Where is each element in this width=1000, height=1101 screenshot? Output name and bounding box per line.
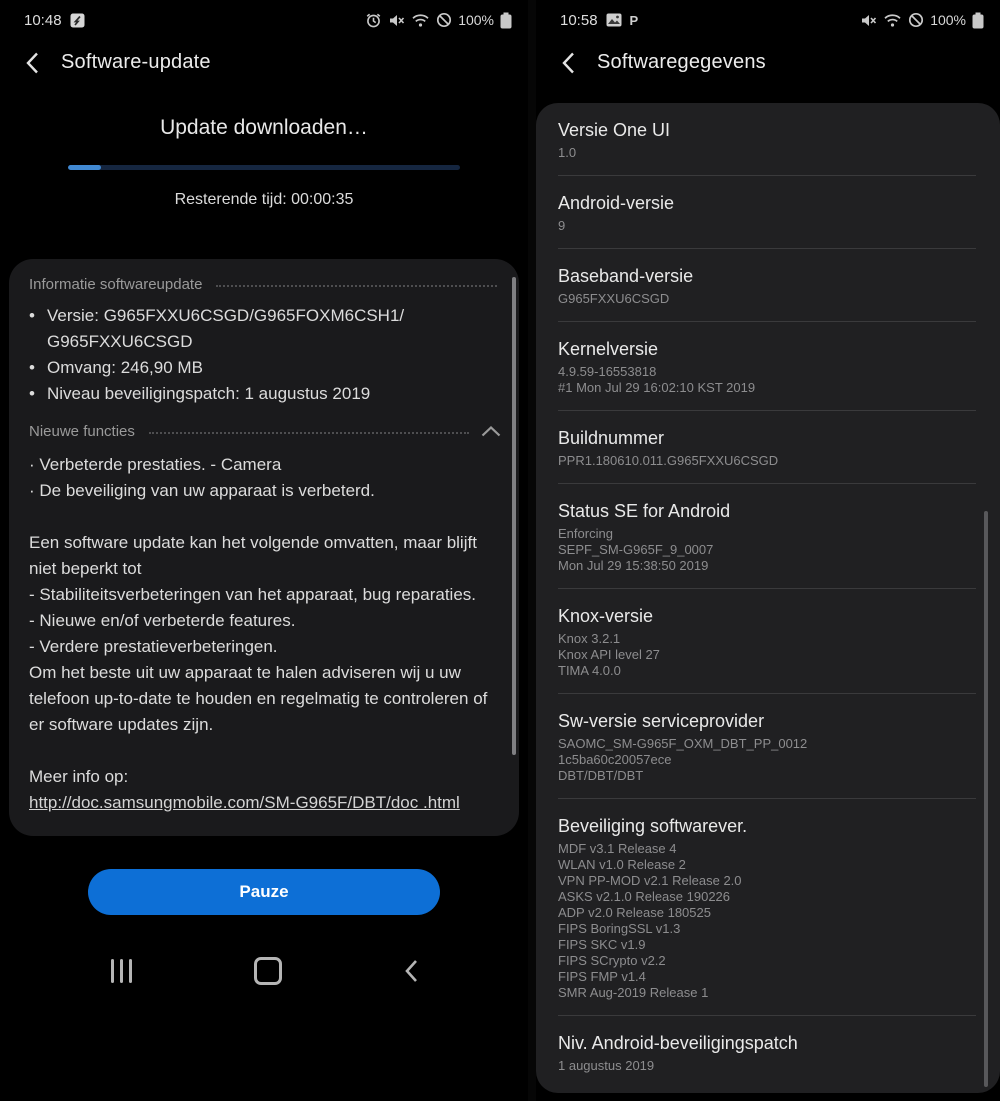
bullet-text: Omvang: 246,90 MB [47, 358, 203, 377]
info-bullet-list [29, 303, 501, 407]
item-title: Android-versie [558, 193, 675, 213]
bullet-dot: • [29, 384, 35, 403]
remaining-time: Resterende tijd: 00:00:35 [174, 191, 354, 208]
mute-icon [860, 12, 877, 29]
item-values [558, 841, 976, 1001]
battery-icon [500, 12, 512, 29]
features-section-title: Nieuwe functies [29, 423, 135, 440]
battery-percent-right: 100% [930, 12, 966, 28]
item-value: 4.9.59-16553818 [558, 364, 657, 379]
mute-icon [388, 12, 405, 29]
pause-button[interactable]: Pauze [88, 869, 440, 915]
app-header-left [0, 33, 528, 74]
info-section-title: Informatie softwareupdate [29, 276, 203, 293]
dnd-icon [908, 12, 924, 28]
item-values [558, 291, 976, 307]
progress-bar [68, 165, 460, 170]
home-icon[interactable] [254, 957, 282, 985]
item-values [558, 145, 976, 161]
features-list [29, 452, 501, 504]
bullet-dot: • [29, 306, 35, 325]
item-value: FIPS SKC v1.9 [558, 937, 646, 952]
bullet-dot: • [29, 358, 35, 377]
item-value: 9 [558, 218, 566, 233]
item-value: WLAN v1.0 Release 2 [558, 857, 686, 872]
download-status-title: Update downloaden… [160, 116, 368, 139]
item-value: DBT/DBT/DBT [558, 768, 644, 783]
item-values [558, 631, 976, 679]
item-value: SAOMC_SM-G965F_OXM_DBT_PP_0012 [558, 736, 808, 751]
item-value: 1.0 [558, 145, 577, 160]
status-bar-left [0, 0, 528, 33]
status-bar-right [536, 0, 1000, 33]
list-item[interactable] [536, 589, 1000, 694]
item-title: Baseband-versie [558, 266, 694, 286]
list-item[interactable] [536, 176, 1000, 249]
recents-icon[interactable] [111, 959, 132, 983]
item-title: Knox-versie [558, 606, 654, 626]
list-item[interactable] [536, 484, 1000, 589]
software-info-panel [536, 103, 1000, 1093]
item-value: SEPF_SM-G965F_9_0007 [558, 542, 714, 557]
screenshot-icon [70, 13, 85, 28]
item-values [558, 1058, 976, 1074]
item-value: 1c5ba60c20057ece [558, 752, 672, 767]
item-value: ASKS v2.1.0 Release 190226 [558, 889, 731, 904]
progress-fill [68, 165, 101, 170]
description-line: Een software update kan het volgende omvatten, maar blijft niet beperkt tot [29, 533, 477, 578]
item-value: PPR1.180610.011.G965FXXU6CSGD [558, 453, 779, 468]
wifi-icon [411, 13, 430, 28]
update-description [29, 530, 501, 738]
list-item[interactable] [536, 103, 1000, 176]
list-item[interactable] [536, 694, 1000, 799]
wifi-icon [883, 13, 902, 28]
item-values [558, 364, 976, 396]
list-item[interactable] [536, 1016, 1000, 1074]
item-title: Buildnummer [558, 428, 665, 448]
bullet-text: Versie: G965FXXU6CSGD/G965FOXM6CSH1/ G965FXXU6CSGD [47, 306, 405, 351]
screenshot-seam [528, 0, 536, 1101]
doc-link[interactable]: http://doc.samsungmobile.com/SM-G965F/DBT/doc .html [29, 793, 460, 812]
list-item[interactable] [536, 799, 1000, 1016]
list-item[interactable] [536, 411, 1000, 484]
dnd-icon [436, 12, 452, 28]
info-section-header [29, 276, 501, 293]
item-value: Enforcing [558, 526, 613, 541]
item-value: TIMA 4.0.0 [558, 663, 621, 678]
item-value: Knox API level 27 [558, 647, 660, 662]
item-value: 1 augustus 2019 [558, 1058, 655, 1073]
clock-left: 10:48 [24, 11, 62, 29]
item-value: FIPS SCrypto v2.2 [558, 953, 666, 968]
item-values [558, 218, 976, 234]
info-bullet [29, 303, 501, 355]
item-values [558, 526, 976, 574]
description-line: - Stabiliteitsverbeteringen van het apparaat, bug reparaties. [29, 585, 476, 604]
feature-line: · Verbeterde prestaties. - Camera [29, 455, 282, 474]
list-item[interactable] [536, 249, 1000, 322]
more-info-label: Meer info op: [29, 767, 129, 786]
alarm-icon [365, 12, 382, 29]
description-line: - Nieuwe en/of verbeterde features. [29, 611, 296, 630]
chevron-up-icon[interactable] [481, 426, 501, 437]
back-icon[interactable] [404, 959, 418, 983]
item-title: Niv. Android-beveiligingspatch [558, 1033, 798, 1053]
app-header-right [536, 33, 1000, 74]
back-button[interactable] [562, 52, 575, 74]
info-bullet [29, 355, 501, 381]
description-line: - Verdere prestatieverbeteringen. [29, 637, 278, 656]
p-badge-icon: P [629, 12, 639, 28]
back-button[interactable] [26, 52, 39, 74]
card-scrollbar[interactable] [512, 277, 516, 755]
item-title: Sw-versie serviceprovider [558, 711, 765, 731]
item-value: FIPS BoringSSL v1.3 [558, 921, 681, 936]
item-values [558, 453, 976, 469]
dotted-divider [216, 285, 497, 287]
software-info-list [536, 103, 1000, 1074]
panel-scrollbar[interactable] [984, 511, 988, 1087]
item-title: Kernelversie [558, 339, 659, 359]
item-title: Beveiliging softwarever. [558, 816, 748, 836]
item-value: Knox 3.2.1 [558, 631, 621, 646]
item-value: SMR Aug-2019 Release 1 [558, 985, 709, 1000]
item-title: Versie One UI [558, 120, 671, 140]
dotted-divider [149, 432, 469, 434]
item-value: ADP v2.0 Release 180525 [558, 905, 711, 920]
gallery-icon [606, 13, 622, 27]
clock-right: 10:58 [560, 11, 598, 29]
screen-software-info [536, 0, 1000, 1101]
list-item[interactable] [536, 322, 1000, 411]
update-info-card [9, 259, 519, 836]
item-value: G965FXXU6CSGD [558, 291, 670, 306]
feature-line: · De beveiliging van uw apparaat is verbeterd. [29, 481, 375, 500]
page-title: Softwaregegevens [597, 51, 766, 73]
page-title: Software-update [61, 51, 211, 73]
description-line: Om het beste uit uw apparaat te halen adviseren wij u uw telefoon up-to-date te houden en regelmatig te controleren of er software updates zijn. [29, 663, 488, 734]
item-value: VPN PP-MOD v2.1 Release 2.0 [558, 873, 742, 888]
navigation-bar-left [0, 949, 528, 993]
item-value: #1 Mon Jul 29 16:02:10 KST 2019 [558, 380, 756, 395]
item-title: Status SE for Android [558, 501, 731, 521]
item-value: FIPS FMP v1.4 [558, 969, 646, 984]
item-value: Mon Jul 29 15:38:50 2019 [558, 558, 709, 573]
item-values [558, 736, 976, 784]
features-section-header[interactable] [29, 423, 501, 440]
battery-percent-left: 100% [458, 12, 494, 28]
item-value: MDF v3.1 Release 4 [558, 841, 677, 856]
battery-icon [972, 12, 984, 29]
info-bullet [29, 381, 501, 407]
bullet-text: Niveau beveiligingspatch: 1 augustus 2019 [47, 384, 371, 403]
